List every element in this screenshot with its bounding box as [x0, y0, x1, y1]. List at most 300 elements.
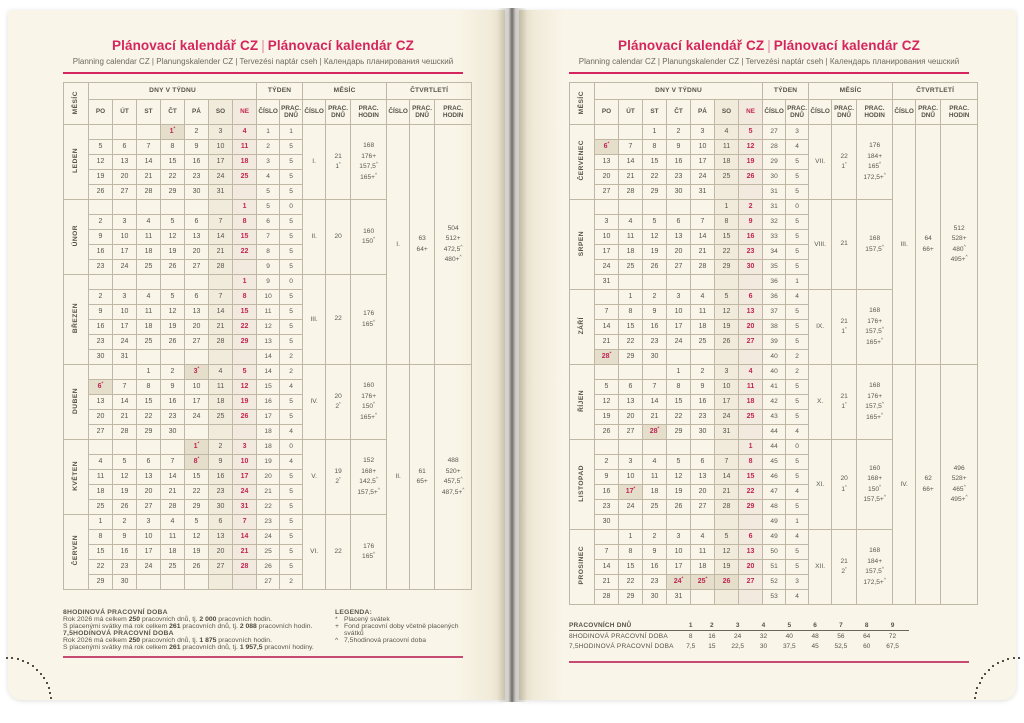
day-header-po: PO [89, 100, 113, 125]
quarter-workdays-header: PRAC. DNŮ [916, 100, 941, 125]
day-cell: 29 [643, 185, 667, 200]
day-header-so: SO [715, 100, 739, 125]
day-cell: 19 [161, 245, 185, 260]
day-cell: 4 [161, 515, 185, 530]
day-cell: 5 [161, 290, 185, 305]
day-cell: 6 [137, 455, 161, 470]
month-name: ČERVENEC [570, 125, 595, 200]
month-workdays-cell: 22 [326, 275, 351, 365]
day-cell: 9 [185, 140, 209, 155]
perforation-dot [992, 665, 994, 667]
week-workdays-cell: 5 [786, 170, 809, 185]
day-cell: 17 [113, 320, 137, 335]
quarter-workdays-header: PRAC. DNŮ [410, 100, 435, 125]
day-cell: 4 [619, 215, 643, 230]
week-number-cell: 21 [257, 485, 280, 500]
day-cell [715, 590, 739, 605]
day-cell: 12 [667, 470, 691, 485]
week-number-cell: 20 [257, 470, 280, 485]
perforation-dot [46, 682, 48, 684]
day-cell: 13 [739, 545, 763, 560]
day-cell: 30 [643, 590, 667, 605]
day-cell: 5 [89, 140, 113, 155]
week-number-cell: 30 [763, 170, 786, 185]
day-cell: 16 [739, 230, 763, 245]
day-cell [691, 515, 715, 530]
legend [335, 609, 463, 644]
week-workdays-cell: 5 [280, 515, 303, 530]
day-cell: 26 [595, 425, 619, 440]
day-cell: 1 [667, 365, 691, 380]
week-workdays-cell: 3 [786, 125, 809, 140]
week-number-cell: 45 [763, 455, 786, 470]
week-number-cell: 12 [257, 320, 280, 335]
day-cell: 5 [739, 125, 763, 140]
day-cell: 12 [715, 305, 739, 320]
month-name: BŘEZEN [64, 275, 89, 365]
day-cell: 2 [113, 515, 137, 530]
day-cell: 23 [113, 560, 137, 575]
quarter-workhours-cell: 488 520+ 457,5^ 487,5+^ [435, 365, 472, 590]
day-header-st: ST [643, 100, 667, 125]
week-number-cell: 9 [257, 275, 280, 290]
day-cell: 14 [643, 395, 667, 410]
day-header-út: ÚT [619, 100, 643, 125]
day-cell [233, 260, 257, 275]
legend-title: LEGENDA: [335, 609, 373, 616]
day-cell: 15 [739, 470, 763, 485]
hours-value: 2 [702, 620, 721, 631]
header-rule [63, 72, 463, 74]
week-workdays-cell: 5 [786, 305, 809, 320]
month-workhours-header: PRAC. HODIN [857, 100, 893, 125]
day-cell: 15 [667, 395, 691, 410]
day-cell: 3 [595, 215, 619, 230]
day-cell: 3* [185, 365, 209, 380]
day-cell: 14 [233, 530, 257, 545]
day-cell: 26 [233, 410, 257, 425]
day-cell: 18 [643, 485, 667, 500]
day-cell: 31 [715, 425, 739, 440]
week-number-cell: 14 [257, 365, 280, 380]
day-cell [619, 440, 643, 455]
week-number-cell: 46 [763, 470, 786, 485]
week-workdays-header: PRAC. DNŮ [280, 100, 303, 125]
month-number-cell: VI. [303, 515, 326, 590]
day-cell: 4 [89, 455, 113, 470]
week-number-cell: 31 [763, 200, 786, 215]
day-cell: 10 [667, 545, 691, 560]
right-page-content [569, 38, 969, 605]
day-cell: 11 [619, 230, 643, 245]
day-cell: 3 [137, 515, 161, 530]
quarter-number-cell: II. [387, 365, 410, 590]
day-cell [185, 575, 209, 590]
day-cell: 28 [233, 560, 257, 575]
day-cell: 28 [113, 425, 137, 440]
day-cell: 21 [715, 485, 739, 500]
month-workdays-cell: 21 [832, 200, 857, 290]
day-cell: 1 [715, 200, 739, 215]
day-cell: 15 [715, 230, 739, 245]
day-cell: 23 [643, 335, 667, 350]
day-cell: 8 [137, 380, 161, 395]
legend-item [335, 616, 463, 623]
planning-table-right-wrap [569, 82, 969, 605]
month-workdays-cell: 21 1* [832, 365, 857, 440]
day-cell: 14 [137, 155, 161, 170]
day-cell: 25* [691, 575, 715, 590]
week-number-cell: 40 [763, 365, 786, 380]
day-cell: 18 [209, 395, 233, 410]
day-cell [137, 575, 161, 590]
month-workhours-header: PRAC. HODIN [351, 100, 387, 125]
day-cell: 8 [715, 215, 739, 230]
day-cell: 24 [113, 260, 137, 275]
week-number-cell: 6 [257, 215, 280, 230]
day-cell [595, 125, 619, 140]
day-cell: 28 [691, 260, 715, 275]
worktime-line: S placenými svátky má rok celkem 261 pracovních dnů, tj. 1 957,5 pracovní hodiny. [63, 644, 314, 652]
day-cell [739, 425, 763, 440]
perforation-dot [975, 692, 977, 694]
month-workhours-cell: 160 176+ 150^ 165+^ [351, 365, 387, 440]
week-number-cell: 28 [763, 140, 786, 155]
day-cell [185, 425, 209, 440]
quarter-workhours-cell: 512 528+ 480^ 495+^ [941, 125, 978, 365]
day-cell [209, 425, 233, 440]
day-cell: 29 [233, 335, 257, 350]
week-workdays-cell: 5 [280, 410, 303, 425]
title-slovak: Plánovací kalendár CZ [773, 38, 920, 53]
day-cell: 4 [691, 290, 715, 305]
day-cell: 5 [113, 455, 137, 470]
hours-value: 9 [876, 620, 909, 631]
right-page [519, 10, 1016, 700]
day-cell: 19 [715, 320, 739, 335]
day-cell [643, 365, 667, 380]
day-cell: 12 [113, 470, 137, 485]
day-cell: 15 [233, 230, 257, 245]
day-cell [89, 275, 113, 290]
day-cell: 22 [643, 170, 667, 185]
day-cell: 5 [161, 215, 185, 230]
perforation-dot [32, 665, 34, 667]
day-cell: 12 [161, 230, 185, 245]
day-cell: 3 [667, 530, 691, 545]
day-cell: 5 [185, 515, 209, 530]
month-workhours-cell: 176 184+ 165^ 172,5+^ [857, 125, 893, 200]
day-cell: 20 [185, 320, 209, 335]
day-cell: 18 [715, 155, 739, 170]
day-cell: 31 [667, 590, 691, 605]
day-cell: 15 [161, 155, 185, 170]
week-workdays-cell: 5 [786, 395, 809, 410]
day-cell [233, 575, 257, 590]
day-cell: 19 [233, 395, 257, 410]
hours-value: 52,5 [834, 642, 848, 650]
col-group-week: TÝDEN [257, 83, 303, 100]
day-cell: 29 [89, 575, 113, 590]
week-workdays-cell: 3 [786, 575, 809, 590]
day-cell: 23 [667, 170, 691, 185]
day-cell [209, 575, 233, 590]
hours-value: 24 [734, 632, 742, 640]
day-cell: 3 [233, 440, 257, 455]
week-workdays-cell: 4 [786, 425, 809, 440]
day-cell: 13 [739, 305, 763, 320]
week-number-cell: 27 [257, 575, 280, 590]
day-cell: 27 [185, 335, 209, 350]
day-cell: 4 [137, 290, 161, 305]
day-cell [209, 275, 233, 290]
week-number-cell: 29 [763, 155, 786, 170]
day-cell: 7 [715, 455, 739, 470]
month-workhours-cell: 176 165^ [351, 275, 387, 365]
day-cell: 24 [619, 500, 643, 515]
day-cell: 28 [209, 335, 233, 350]
day-cell [667, 275, 691, 290]
day-cell: 14 [691, 230, 715, 245]
day-cell: 1 [137, 365, 161, 380]
day-cell: 21 [595, 335, 619, 350]
perforation-dot [6, 657, 8, 659]
day-cell: 13 [185, 230, 209, 245]
day-cell [691, 200, 715, 215]
day-cell: 26 [715, 575, 739, 590]
day-cell: 23 [595, 500, 619, 515]
week-workdays-cell: 5 [280, 470, 303, 485]
day-cell: 19 [161, 320, 185, 335]
month-number-cell: IX. [809, 290, 832, 365]
week-workdays-cell: 5 [280, 155, 303, 170]
quarter-workdays-cell: 64 66+ [916, 125, 941, 365]
day-cell: 9 [89, 230, 113, 245]
week-workdays-cell: 4 [786, 530, 809, 545]
week-number-cell: 34 [763, 245, 786, 260]
day-cell: 7 [643, 380, 667, 395]
day-cell: 27 [691, 500, 715, 515]
week-workdays-header: PRAC. DNŮ [786, 100, 809, 125]
month-name: DUBEN [64, 365, 89, 440]
day-cell: 12 [185, 530, 209, 545]
week-number-cell: 18 [257, 425, 280, 440]
week-number-cell: 17 [257, 410, 280, 425]
day-cell: 6 [185, 215, 209, 230]
day-cell: 25 [739, 410, 763, 425]
day-cell: 6 [739, 530, 763, 545]
day-cell [233, 185, 257, 200]
day-cell: 11 [137, 230, 161, 245]
week-workdays-cell: 5 [280, 395, 303, 410]
day-cell: 26 [113, 500, 137, 515]
day-cell: 16 [595, 485, 619, 500]
month-number-cell: XI. [809, 440, 832, 530]
day-cell: 6* [595, 140, 619, 155]
day-cell: 12 [233, 380, 257, 395]
day-cell: 20 [137, 485, 161, 500]
day-cell: 9 [209, 455, 233, 470]
day-cell: 4 [739, 365, 763, 380]
day-cell: 24 [185, 410, 209, 425]
month-number-cell: II. [303, 200, 326, 275]
day-cell: 1 [233, 275, 257, 290]
day-cell: 4 [715, 125, 739, 140]
day-cell: 23 [643, 575, 667, 590]
day-cell: 25 [137, 335, 161, 350]
worktime-line: Rok 2026 má celkem 250 pracovních dnů, tj. 1 875 pracovních hodin. [63, 637, 272, 645]
day-cell: 28* [643, 425, 667, 440]
hours-value: 3 [721, 620, 754, 631]
day-cell [715, 275, 739, 290]
day-cell: 7 [209, 215, 233, 230]
day-cell [595, 440, 619, 455]
day-cell: 16 [209, 470, 233, 485]
day-cell: 16 [643, 320, 667, 335]
day-cell: 1 [233, 200, 257, 215]
day-cell: 17 [233, 470, 257, 485]
month-number-cell: V. [303, 440, 326, 515]
day-header-ne: NE [739, 100, 763, 125]
week-workdays-cell: 4 [786, 590, 809, 605]
day-cell: 25 [161, 560, 185, 575]
day-cell: 1* [185, 440, 209, 455]
week-workdays-cell: 5 [786, 560, 809, 575]
day-cell [137, 350, 161, 365]
week-number-cell: 2 [257, 140, 280, 155]
week-number-cell: 19 [257, 455, 280, 470]
day-header-čt: ČT [667, 100, 691, 125]
week-workdays-cell: 5 [786, 545, 809, 560]
month-workhours-cell: 168 157,5^ [857, 200, 893, 290]
hours-value: 56 [837, 632, 845, 640]
day-cell: 21 [113, 410, 137, 425]
hours-value: 67,5 [886, 642, 899, 650]
day-cell: 2 [643, 290, 667, 305]
hours-value: 8 [688, 632, 693, 640]
month-workdays-cell: 20 1* [832, 440, 857, 530]
day-cell [137, 125, 161, 140]
day-cell: 26 [643, 260, 667, 275]
day-cell: 21 [209, 245, 233, 260]
day-cell: 1 [643, 125, 667, 140]
day-cell [233, 425, 257, 440]
week-workdays-cell: 2 [280, 350, 303, 365]
month-workdays-header: PRAC. DNŮ [832, 100, 857, 125]
day-cell: 27 [595, 185, 619, 200]
week-workdays-cell: 1 [280, 125, 303, 140]
day-cell [185, 350, 209, 365]
day-cell: 18 [691, 320, 715, 335]
quarter-workhours-header: PRAC. HODIN [941, 100, 978, 125]
week-number-cell: 9 [257, 260, 280, 275]
day-cell: 10 [619, 470, 643, 485]
week-workdays-cell: 5 [280, 290, 303, 305]
week-workdays-cell: 5 [786, 410, 809, 425]
day-cell: 17 [595, 245, 619, 260]
day-cell: 8 [667, 380, 691, 395]
day-cell: 7 [595, 545, 619, 560]
day-cell: 12 [595, 395, 619, 410]
day-cell [113, 275, 137, 290]
hours-row [569, 620, 909, 631]
day-cell: 20 [113, 170, 137, 185]
day-cell [619, 200, 643, 215]
week-workdays-cell: 5 [786, 155, 809, 170]
day-cell: 26 [739, 170, 763, 185]
week-number-cell: 36 [763, 275, 786, 290]
col-group-month: MĚSÍC [303, 83, 387, 100]
perforation-dot [40, 673, 42, 675]
day-cell: 5 [643, 215, 667, 230]
hours-lookup-table [569, 620, 909, 651]
planning-table [569, 82, 978, 605]
day-cell: 15 [185, 470, 209, 485]
day-cell [691, 275, 715, 290]
col-group-month: MĚSÍC [809, 83, 893, 100]
week-number-cell: 5 [257, 185, 280, 200]
day-cell [739, 515, 763, 530]
day-cell: 30 [161, 425, 185, 440]
week-number-cell: 13 [257, 335, 280, 350]
day-cell: 6 [691, 455, 715, 470]
week-number-cell: 27 [763, 125, 786, 140]
day-cell: 31 [209, 185, 233, 200]
month-workhours-cell: 160 168+ 150^ 157,5+^ [857, 440, 893, 530]
day-cell: 8 [643, 140, 667, 155]
day-cell: 11 [715, 140, 739, 155]
day-cell [739, 350, 763, 365]
perforation-dot [1013, 657, 1015, 659]
week-number-cell: 26 [257, 560, 280, 575]
month-name: LEDEN [64, 125, 89, 200]
hours-value: 40 [785, 632, 793, 640]
day-cell: 25 [89, 500, 113, 515]
day-cell: 30 [595, 515, 619, 530]
day-cell: 28 [161, 500, 185, 515]
day-cell: 29 [137, 425, 161, 440]
day-cell: 10 [137, 530, 161, 545]
legend-item [335, 637, 463, 644]
day-cell: 3 [113, 290, 137, 305]
day-cell: 13 [185, 305, 209, 320]
month-number-cell: VIII. [809, 200, 832, 290]
day-cell: 2 [89, 215, 113, 230]
day-cell: 27 [739, 575, 763, 590]
day-cell: 19 [667, 485, 691, 500]
day-cell: 30 [667, 185, 691, 200]
day-cell: 15 [619, 560, 643, 575]
legend-symbol: + [335, 623, 339, 631]
month-name: KVĚTEN [64, 440, 89, 515]
month-number-cell: IV. [303, 365, 326, 440]
week-number-cell: 38 [763, 320, 786, 335]
day-cell: 13 [667, 230, 691, 245]
day-cell [667, 350, 691, 365]
month-workdays-header: PRAC. DNŮ [326, 100, 351, 125]
day-cell [113, 125, 137, 140]
week-workdays-cell: 5 [280, 170, 303, 185]
month-workhours-cell: 168 176+ 157,5^ 165+^ [857, 365, 893, 440]
day-cell: 14 [209, 305, 233, 320]
day-cell: 11 [209, 380, 233, 395]
day-cell: 17 [113, 245, 137, 260]
day-header-so: SO [209, 100, 233, 125]
day-cell [595, 200, 619, 215]
day-cell: 5 [715, 530, 739, 545]
day-cell [89, 440, 113, 455]
week-number-cell: 18 [257, 440, 280, 455]
